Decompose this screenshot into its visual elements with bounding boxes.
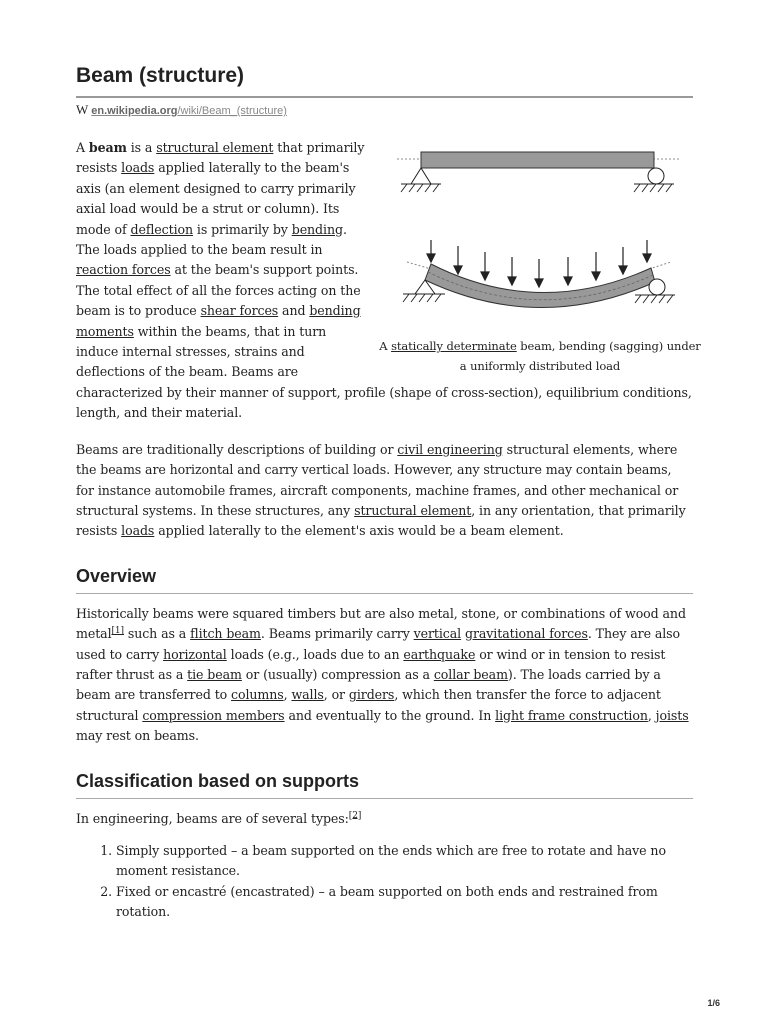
text: and eventually to the ground. In bbox=[284, 707, 496, 723]
inline-link[interactable]: bending bbox=[291, 221, 343, 237]
inline-link[interactable]: gravitational forces bbox=[465, 626, 588, 642]
inline-link[interactable]: loads bbox=[121, 160, 155, 176]
inline-link[interactable]: earthquake bbox=[403, 646, 476, 662]
text: loads (e.g., loads due to an bbox=[226, 646, 404, 662]
list-item: 1. Simply supported – a beam supported on the ends which are free to rotate and have no moment resistance. bbox=[116, 841, 693, 882]
overview-paragraph bbox=[76, 604, 693, 747]
inline-link[interactable]: collar beam bbox=[433, 666, 508, 682]
inline-link[interactable]: tie beam bbox=[187, 666, 242, 682]
inline-link[interactable]: walls bbox=[291, 687, 324, 703]
inline-link[interactable]: loads bbox=[121, 523, 155, 539]
text: Beams are traditionally descriptions of building or bbox=[76, 441, 398, 457]
inline-link[interactable]: deflection bbox=[130, 221, 193, 237]
text: A bbox=[379, 339, 392, 353]
inline-link[interactable]: flitch beam bbox=[190, 626, 261, 642]
citation-link[interactable]: [1] bbox=[111, 625, 124, 636]
text: A bbox=[76, 140, 89, 155]
citation[interactable] bbox=[112, 626, 124, 636]
inline-link[interactable]: joists bbox=[655, 707, 689, 723]
inline-link[interactable]: columns bbox=[231, 687, 284, 703]
inline-link[interactable]: civil engineering bbox=[397, 441, 503, 457]
inline-link[interactable]: statically determinate bbox=[391, 339, 517, 353]
list-item: 2. Fixed or encastré (encastrated) – a beam supported on both ends and restrained from rotation. bbox=[116, 882, 693, 923]
inline-link[interactable]: shear forces bbox=[200, 303, 279, 319]
text: is a bbox=[126, 140, 157, 155]
text: , which then transfer the force to adjacent structural bbox=[76, 687, 661, 723]
text: may rest on beams. bbox=[76, 728, 199, 744]
text: In engineering, beams are of several types: bbox=[76, 810, 349, 826]
source-domain-link[interactable]: en.wikipedia.org bbox=[91, 105, 178, 117]
text: , bbox=[283, 687, 292, 703]
inline-link[interactable]: vertical bbox=[413, 626, 462, 642]
support-types-list bbox=[76, 841, 693, 923]
figure-caption bbox=[379, 339, 700, 373]
wikipedia-w-icon: W bbox=[76, 102, 89, 117]
heading-classification: Classification based on supports bbox=[76, 769, 693, 799]
beam-diagram bbox=[379, 144, 701, 336]
text: Historically beams were squared timbers but are also metal, stone, or combinations of wood and metal bbox=[76, 605, 686, 642]
text: beam, bending (sagging) under a uniformly distributed load bbox=[459, 339, 701, 374]
classification-paragraph bbox=[76, 809, 693, 829]
text: , in any orientation, that primarily resists bbox=[76, 502, 686, 539]
heading-overview: Overview bbox=[76, 564, 693, 594]
intro-paragraph bbox=[76, 138, 701, 424]
text: applied laterally to the beam's axis (an element designed to carry primarily axial load would be a strut or column). Its mode of bbox=[76, 160, 356, 237]
citation-link[interactable]: [2] bbox=[348, 810, 362, 821]
inline-link[interactable]: compression members bbox=[142, 707, 285, 723]
citation[interactable] bbox=[349, 810, 361, 820]
text: applied laterally to the element's axis would be a beam element. bbox=[154, 523, 564, 539]
text: and bbox=[278, 303, 310, 319]
text: or wind or in tension to resist rafter thrust as a bbox=[76, 646, 666, 682]
inline-link[interactable]: horizontal bbox=[163, 646, 227, 662]
text: or (usually) compression as a bbox=[241, 666, 434, 682]
text: such as a bbox=[123, 626, 191, 642]
beam-figure bbox=[379, 144, 701, 377]
second-paragraph bbox=[76, 440, 693, 542]
bold-term: beam bbox=[88, 140, 127, 155]
inline-link[interactable]: girders bbox=[348, 687, 395, 703]
text: is primarily by bbox=[193, 221, 292, 237]
text: that primarily resists bbox=[76, 140, 365, 176]
article bbox=[76, 62, 701, 923]
inline-link[interactable]: reaction forces bbox=[76, 262, 171, 278]
inline-link[interactable]: bending moments bbox=[76, 303, 361, 339]
text: at the beam's support points. The total effect of all the forces acting on the beam is to produce bbox=[76, 262, 361, 319]
page-title: Beam (structure) bbox=[76, 62, 693, 98]
inline-link[interactable]: structural element bbox=[156, 140, 274, 155]
text: within the beams, that in turn induce internal stresses, strains and deflections of the beam. Beams are characterized by their manner of support, profile (shape of cross-section), equilibrium conditions, length, and their material. bbox=[76, 323, 692, 421]
page-number: 1/6 bbox=[707, 998, 720, 1008]
text: . They are also used to carry bbox=[76, 626, 681, 662]
text: structural elements, where the beams are horizontal and carry vertical loads. However, any structure may contain beams, for instance automobile frames, aircraft components, machine frames, and other mechanical or structural systems. In these structures, any bbox=[76, 441, 679, 518]
inline-link[interactable]: structural element bbox=[354, 502, 472, 518]
inline-link[interactable]: light frame construction bbox=[495, 707, 648, 723]
text: , or bbox=[323, 687, 349, 703]
text: . The loads applied to the beam result in bbox=[76, 221, 347, 258]
text: . Beams primarily carry bbox=[260, 626, 414, 642]
text: , bbox=[647, 707, 656, 723]
source-url bbox=[76, 103, 693, 118]
text: ). The loads carried by a beam are transferred to bbox=[76, 666, 661, 703]
source-path-link[interactable]: /wiki/Beam_(structure) bbox=[177, 105, 287, 117]
